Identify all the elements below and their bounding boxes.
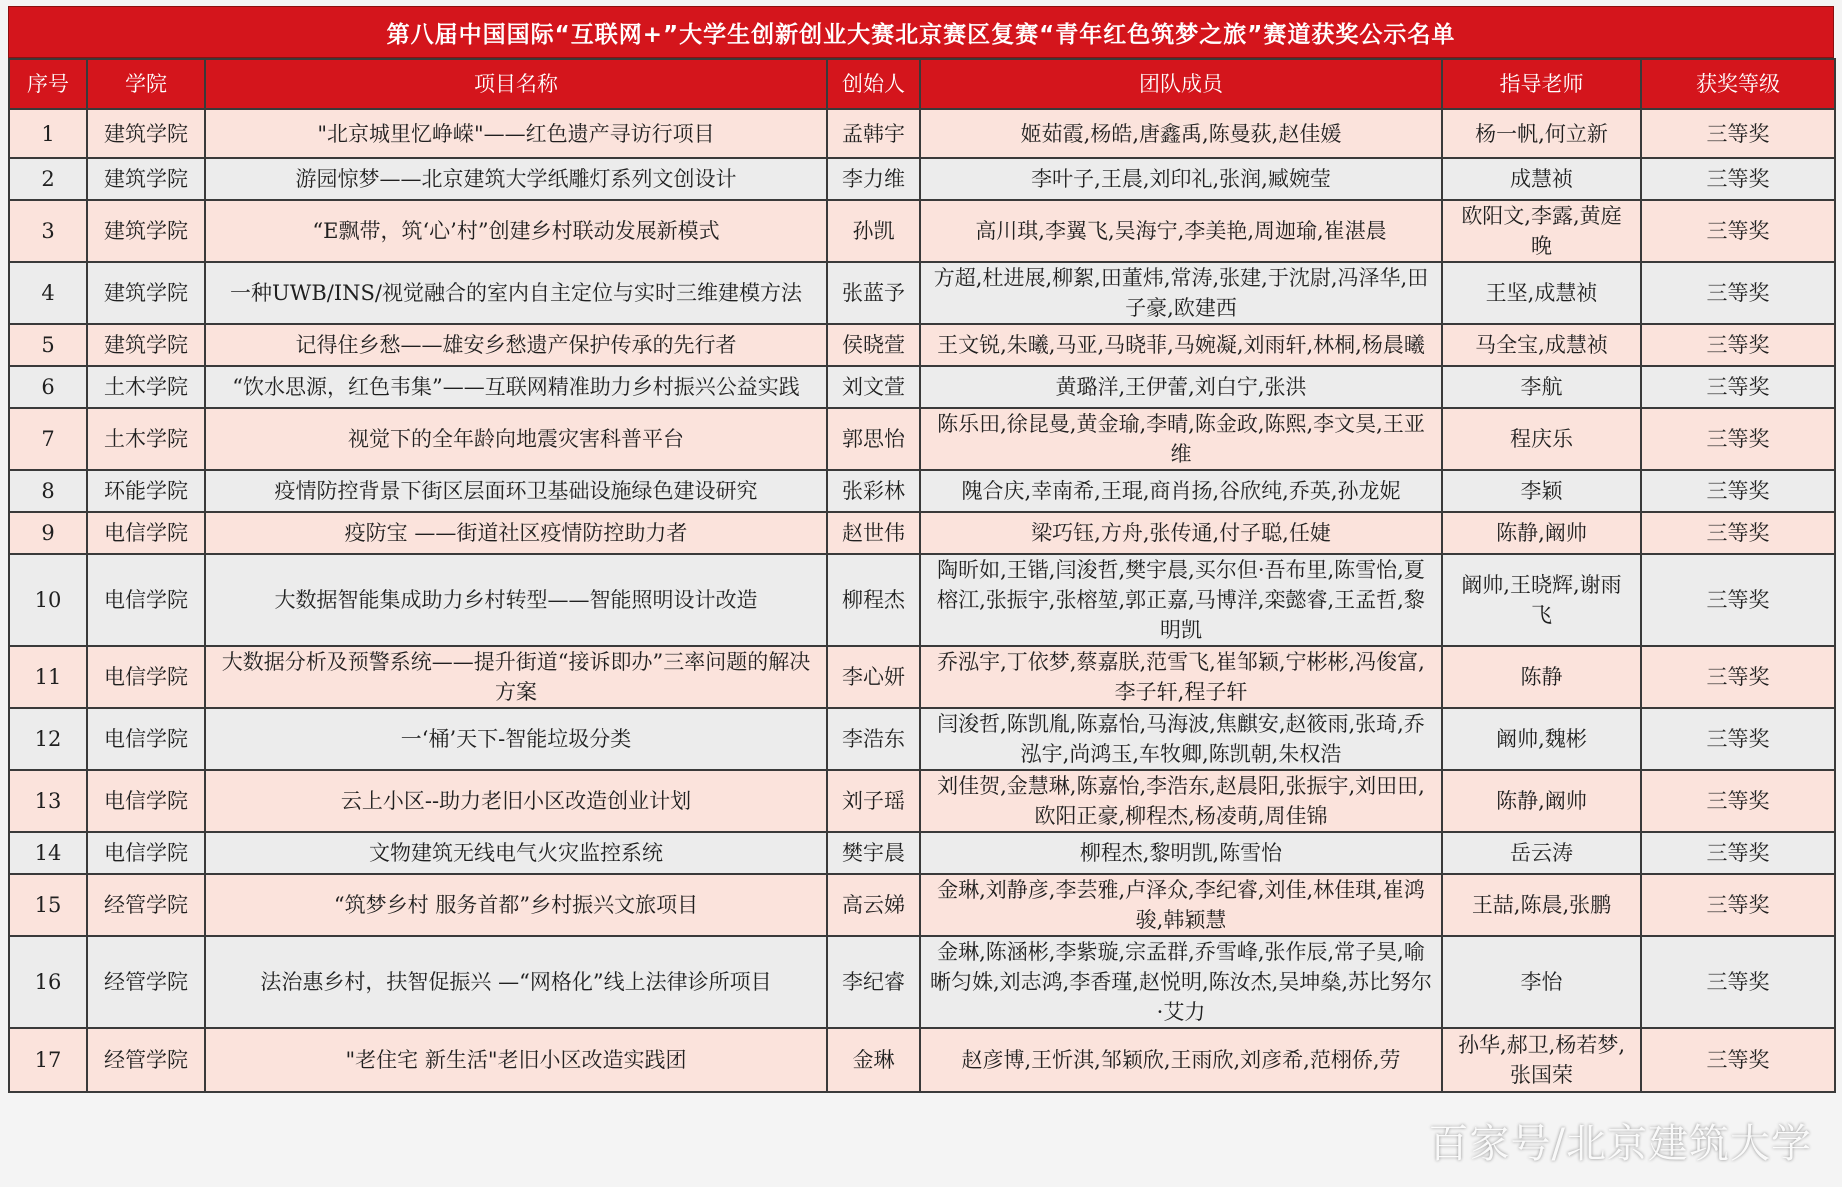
- cell-advisor: 陈静,阚帅: [1442, 770, 1641, 832]
- table-row: [9, 512, 1835, 554]
- cell-project: 一‘桶’天下-智能垃圾分类: [205, 708, 827, 770]
- table-row: [9, 770, 1835, 832]
- cell-no: 3: [9, 200, 87, 262]
- cell-members: 高川琪,李翼飞,吴海宁,李美艳,周迦瑜,崔湛晨: [920, 200, 1442, 262]
- cell-founder: 樊宇晨: [827, 832, 920, 874]
- table-row: [9, 708, 1835, 770]
- table-row: [9, 832, 1835, 874]
- cell-no: 14: [9, 832, 87, 874]
- cell-award: 三等奖: [1641, 708, 1835, 770]
- cell-award: 三等奖: [1641, 200, 1835, 262]
- cell-project: 云上小区--助力老旧小区改造创业计划: [205, 770, 827, 832]
- table-title: 第八届中国国际“互联网+”大学生创新创业大赛北京赛区复赛“青年红色筑梦之旅”赛道获奖公示名单: [8, 6, 1834, 58]
- cell-advisor: 李颖: [1442, 470, 1641, 512]
- cell-project: “E飘带，筑‘心’村”创建乡村联动发展新模式: [205, 200, 827, 262]
- cell-advisor: 程庆乐: [1442, 408, 1641, 470]
- cell-college: 建筑学院: [87, 324, 205, 366]
- cell-award: 三等奖: [1641, 554, 1835, 646]
- cell-advisor: 阚帅,王晓辉,谢雨飞: [1442, 554, 1641, 646]
- cell-no: 6: [9, 366, 87, 408]
- table-row: [9, 109, 1835, 158]
- cell-project: 文物建筑无线电气火灾监控系统: [205, 832, 827, 874]
- cell-members: 李叶子,王晨,刘印礼,张润,臧婉莹: [920, 158, 1442, 200]
- cell-college: 建筑学院: [87, 158, 205, 200]
- cell-college: 环能学院: [87, 470, 205, 512]
- cell-award: 三等奖: [1641, 874, 1835, 936]
- table-row: [9, 936, 1835, 1028]
- cell-college: 电信学院: [87, 512, 205, 554]
- cell-founder: 金琳: [827, 1028, 920, 1092]
- cell-college: 建筑学院: [87, 109, 205, 158]
- cell-advisor: 岳云涛: [1442, 832, 1641, 874]
- cell-award: 三等奖: [1641, 832, 1835, 874]
- award-table: [8, 58, 1836, 1093]
- cell-award: 三等奖: [1641, 1028, 1835, 1092]
- cell-college: 经管学院: [87, 1028, 205, 1092]
- cell-members: 金琳,刘静彦,李芸雅,卢泽众,李纪睿,刘佳,林佳琪,崔鸿骏,韩颖慧: [920, 874, 1442, 936]
- cell-college: 电信学院: [87, 554, 205, 646]
- cell-founder: 孙凯: [827, 200, 920, 262]
- cell-members: 陈乐田,徐昆曼,黄金瑜,李晴,陈金政,陈熙,李文昊,王亚维: [920, 408, 1442, 470]
- cell-no: 11: [9, 646, 87, 708]
- cell-award: 三等奖: [1641, 770, 1835, 832]
- cell-no: 13: [9, 770, 87, 832]
- cell-advisor: 李航: [1442, 366, 1641, 408]
- cell-members: 陶昕如,王锴,闫浚哲,樊宇晨,买尔但·吾布里,陈雪怡,夏榕江,张振宇,张榕堃,郭正嘉,马博洋,栾懿睿,王孟哲,黎明凯: [920, 554, 1442, 646]
- cell-founder: 侯晓萱: [827, 324, 920, 366]
- cell-members: 金琳,陈涵彬,李紫璇,宗孟群,乔雪峰,张作辰,常子昊,喻晰匀姝,刘志鸿,李香瑾,赵悦明,陈汝杰,吴坤燊,苏比努尔·艾力: [920, 936, 1442, 1028]
- cell-advisor: 王坚,成慧祯: [1442, 262, 1641, 324]
- cell-founder: 张彩林: [827, 470, 920, 512]
- cell-project: "北京城里忆峥嵘"——红色遗产寻访行项目: [205, 109, 827, 158]
- cell-founder: 高云娣: [827, 874, 920, 936]
- cell-award: 三等奖: [1641, 512, 1835, 554]
- watermark: 百家号/北京建筑大学: [1428, 1121, 1812, 1167]
- cell-founder: 孟韩宇: [827, 109, 920, 158]
- table-row: [9, 1028, 1835, 1092]
- cell-advisor: 陈静,阚帅: [1442, 512, 1641, 554]
- table-row: [9, 366, 1835, 408]
- cell-no: 4: [9, 262, 87, 324]
- cell-award: 三等奖: [1641, 366, 1835, 408]
- cell-project: 疫情防控背景下街区层面环卫基础设施绿色建设研究: [205, 470, 827, 512]
- cell-members: 隗合庆,幸南希,王琨,商肖扬,谷欣纯,乔英,孙龙妮: [920, 470, 1442, 512]
- cell-members: 方超,杜进展,柳絮,田董炜,常涛,张建,于沈尉,冯泽华,田子豪,欧建西: [920, 262, 1442, 324]
- cell-founder: 赵世伟: [827, 512, 920, 554]
- cell-college: 经管学院: [87, 936, 205, 1028]
- cell-college: 电信学院: [87, 646, 205, 708]
- cell-award: 三等奖: [1641, 262, 1835, 324]
- cell-college: 土木学院: [87, 366, 205, 408]
- cell-members: 闫浚哲,陈凯胤,陈嘉怡,马海波,焦麒安,赵筱雨,张琦,乔泓宇,尚鸿玉,车牧卿,陈凯朝,朱权浩: [920, 708, 1442, 770]
- header-advisor: 指导老师: [1442, 59, 1641, 109]
- cell-founder: 刘子瑶: [827, 770, 920, 832]
- cell-members: 黄璐洋,王伊蕾,刘白宁,张洪: [920, 366, 1442, 408]
- cell-members: 王文锐,朱曦,马亚,马晓菲,马婉凝,刘雨轩,林桐,杨晨曦: [920, 324, 1442, 366]
- cell-advisor: 成慧祯: [1442, 158, 1641, 200]
- cell-college: 建筑学院: [87, 200, 205, 262]
- cell-award: 三等奖: [1641, 646, 1835, 708]
- cell-award: 三等奖: [1641, 324, 1835, 366]
- cell-award: 三等奖: [1641, 470, 1835, 512]
- cell-founder: 李纪睿: [827, 936, 920, 1028]
- table-row: [9, 470, 1835, 512]
- table-row: [9, 408, 1835, 470]
- cell-founder: 刘文萱: [827, 366, 920, 408]
- cell-college: 电信学院: [87, 708, 205, 770]
- cell-project: 疫防宝 ——街道社区疫情防控助力者: [205, 512, 827, 554]
- cell-no: 1: [9, 109, 87, 158]
- cell-members: 姬茹霞,杨皓,唐鑫禹,陈曼荻,赵佳媛: [920, 109, 1442, 158]
- cell-members: 乔泓宇,丁依梦,蔡嘉朕,范雪飞,崔邹颖,宁彬彬,冯俊富,李子轩,程子轩: [920, 646, 1442, 708]
- cell-no: 12: [9, 708, 87, 770]
- cell-members: 柳程杰,黎明凯,陈雪怡: [920, 832, 1442, 874]
- cell-project: “筑梦乡村 服务首都”乡村振兴文旅项目: [205, 874, 827, 936]
- cell-founder: 李浩东: [827, 708, 920, 770]
- cell-award: 三等奖: [1641, 109, 1835, 158]
- cell-project: 记得住乡愁——雄安乡愁遗产保护传承的先行者: [205, 324, 827, 366]
- table-row: [9, 262, 1835, 324]
- cell-college: 经管学院: [87, 874, 205, 936]
- header-award: 获奖等级: [1641, 59, 1835, 109]
- cell-project: "老住宅 新生活"老旧小区改造实践团: [205, 1028, 827, 1092]
- cell-college: 电信学院: [87, 832, 205, 874]
- cell-no: 16: [9, 936, 87, 1028]
- cell-advisor: 阚帅,魏彬: [1442, 708, 1641, 770]
- cell-project: 一种UWB/INS/视觉融合的室内自主定位与实时三维建模方法: [205, 262, 827, 324]
- cell-project: 游园惊梦——北京建筑大学纸雕灯系列文创设计: [205, 158, 827, 200]
- cell-award: 三等奖: [1641, 158, 1835, 200]
- cell-founder: 柳程杰: [827, 554, 920, 646]
- cell-founder: 李心妍: [827, 646, 920, 708]
- cell-advisor: 杨一帆,何立新: [1442, 109, 1641, 158]
- cell-founder: 李力维: [827, 158, 920, 200]
- header-founder: 创始人: [827, 59, 920, 109]
- cell-no: 8: [9, 470, 87, 512]
- cell-no: 17: [9, 1028, 87, 1092]
- cell-college: 建筑学院: [87, 262, 205, 324]
- cell-advisor: 欧阳文,李露,黄庭晚: [1442, 200, 1641, 262]
- cell-advisor: 马全宝,成慧祯: [1442, 324, 1641, 366]
- cell-project: “饮水思源，红色韦集”——互联网精准助力乡村振兴公益实践: [205, 366, 827, 408]
- cell-no: 15: [9, 874, 87, 936]
- header-row: [9, 59, 1835, 109]
- cell-no: 5: [9, 324, 87, 366]
- cell-college: 土木学院: [87, 408, 205, 470]
- cell-college: 电信学院: [87, 770, 205, 832]
- cell-founder: 张蓝予: [827, 262, 920, 324]
- cell-project: 法治惠乡村，扶智促振兴 —“网格化”线上法律诊所项目: [205, 936, 827, 1028]
- cell-advisor: 陈静: [1442, 646, 1641, 708]
- cell-advisor: 王喆,陈晨,张鹏: [1442, 874, 1641, 936]
- cell-no: 9: [9, 512, 87, 554]
- table-row: [9, 200, 1835, 262]
- cell-no: 2: [9, 158, 87, 200]
- cell-members: 刘佳贺,金慧琳,陈嘉怡,李浩东,赵晨阳,张振宇,刘田田,欧阳正豪,柳程杰,杨凌萌,周佳锦: [920, 770, 1442, 832]
- cell-no: 10: [9, 554, 87, 646]
- cell-founder: 郭思怡: [827, 408, 920, 470]
- cell-members: 梁巧钰,方舟,张传通,付子聪,任婕: [920, 512, 1442, 554]
- header-members: 团队成员: [920, 59, 1442, 109]
- cell-award: 三等奖: [1641, 408, 1835, 470]
- cell-advisor: 孙华,郝卫,杨若梦,张国荣: [1442, 1028, 1641, 1092]
- cell-project: 大数据智能集成助力乡村转型——智能照明设计改造: [205, 554, 827, 646]
- header-college: 学院: [87, 59, 205, 109]
- cell-members: 赵彦博,王忻淇,邹颖欣,王雨欣,刘彦希,范栩侨,劳: [920, 1028, 1442, 1092]
- table-row: [9, 646, 1835, 708]
- table-row: [9, 324, 1835, 366]
- cell-project: 视觉下的全年龄向地震灾害科普平台: [205, 408, 827, 470]
- cell-no: 7: [9, 408, 87, 470]
- cell-project: 大数据分析及预警系统——提升街道“接诉即办”三率问题的解决方案: [205, 646, 827, 708]
- cell-advisor: 李怡: [1442, 936, 1641, 1028]
- table-row: [9, 874, 1835, 936]
- table-row: [9, 158, 1835, 200]
- header-no: 序号: [9, 59, 87, 109]
- header-project: 项目名称: [205, 59, 827, 109]
- cell-award: 三等奖: [1641, 936, 1835, 1028]
- table-row: [9, 554, 1835, 646]
